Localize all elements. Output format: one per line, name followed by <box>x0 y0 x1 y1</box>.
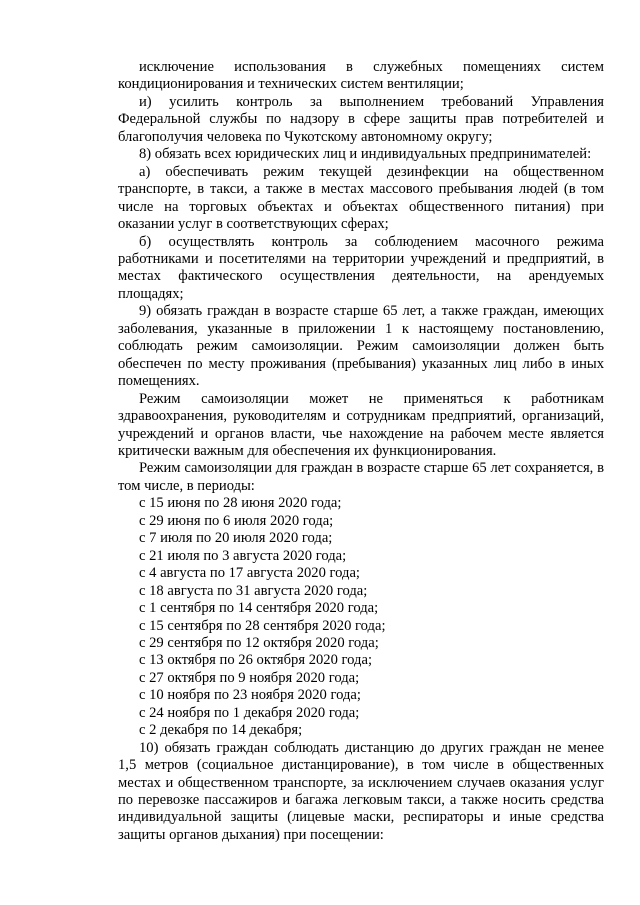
period-item: с 27 октября по 9 ноября 2020 года; <box>139 669 360 686</box>
period-item: с 15 сентября по 28 сентября 2020 года; <box>139 617 386 634</box>
paragraph-isolation-exceptions: Режим самоизоляции может не применяться к работникам здравоохранения, руководителям и сотрудникам предприятий, организаций, учреждений и органов власти, чье нахождение на рабочем месте является критически важным для обеспечения их функционирования. <box>118 390 604 459</box>
period-item: с 29 сентября по 12 октября 2020 года; <box>139 634 379 651</box>
period-item: с 18 августа по 31 августа 2020 года; <box>139 582 368 599</box>
document-body <box>118 59 604 844</box>
period-item: с 24 ноября по 1 декабря 2020 года; <box>139 704 360 721</box>
period-item: с 2 декабря по 14 декабря; <box>139 722 303 739</box>
paragraph-i-control: и) усилить контроль за выполнением требований Управления Федеральной службы по надзору в сфере защиты прав потребителей и благополучия человека по Чукотскому автономному округу; <box>118 93 604 145</box>
period-item: с 15 июня по 28 июня 2020 года; <box>139 495 342 512</box>
period-item: с 10 ноября по 23 ноября 2020 года; <box>139 687 361 704</box>
paragraph-b-mask-control: б) осуществлять контроль за соблюдением масочного режима работниками и посетителями на территории учреждений и предприятий, в местах фактического осуществления деятельности, на арендуемых площадях; <box>118 233 604 302</box>
periods-list <box>118 495 604 739</box>
period-item: с 1 сентября по 14 сентября 2020 года; <box>139 600 379 617</box>
paragraph-ventilation: исключение использования в служебных помещениях систем кондиционирования и технических систем вентиляции; <box>118 59 604 93</box>
paragraph-isolation-periods-intro: Режим самоизоляции для граждан в возрасте старше 65 лет сохраняется, в том числе, в периоды: <box>118 460 604 494</box>
period-item: с 4 августа по 17 августа 2020 года; <box>139 565 360 582</box>
paragraph-9-self-isolation: 9) обязать граждан в возрасте старше 65 лет, а также граждан, имеющих заболевания, указанные в приложении 1 к настоящему постановлению, соблюдать режим самоизоляции. Режим самоизоляции должен быть обеспечен по месту проживания (пребывания) указанных лиц либо в иных помещениях. <box>118 303 604 390</box>
paragraph-a-disinfection: а) обеспечивать режим текущей дезинфекции на общественном транспорте, в такси, а также в местах массового пребывания людей (в том числе на торговых объектах и объектах общественного питания) при оказании услуг в соответствующих сферах; <box>118 163 604 233</box>
period-item: с 21 июля по 3 августа 2020 года; <box>139 547 347 564</box>
paragraph-10-social-distancing: 10) обязать граждан соблюдать дистанцию до других граждан не менее 1,5 метров (социальное дистанцирование), в том числе в общественных местах и общественном транспорте, за исключением случаев оказания услуг по перевозке пассажиров и багажа легковым такси, а также носить средства индивидуальной защиты (лицевые маски, респираторы и иные средства защиты органов дыхания) при посещении: <box>118 739 604 843</box>
period-item: с 13 октября по 26 октября 2020 года; <box>139 652 373 669</box>
period-item: с 7 июля по 20 июля 2020 года; <box>139 530 333 547</box>
paragraph-8-obligate-entities: 8) обязать всех юридических лиц и индивидуальных предпринимателей: <box>139 146 592 163</box>
period-item: с 29 июня по 6 июля 2020 года; <box>139 512 334 529</box>
